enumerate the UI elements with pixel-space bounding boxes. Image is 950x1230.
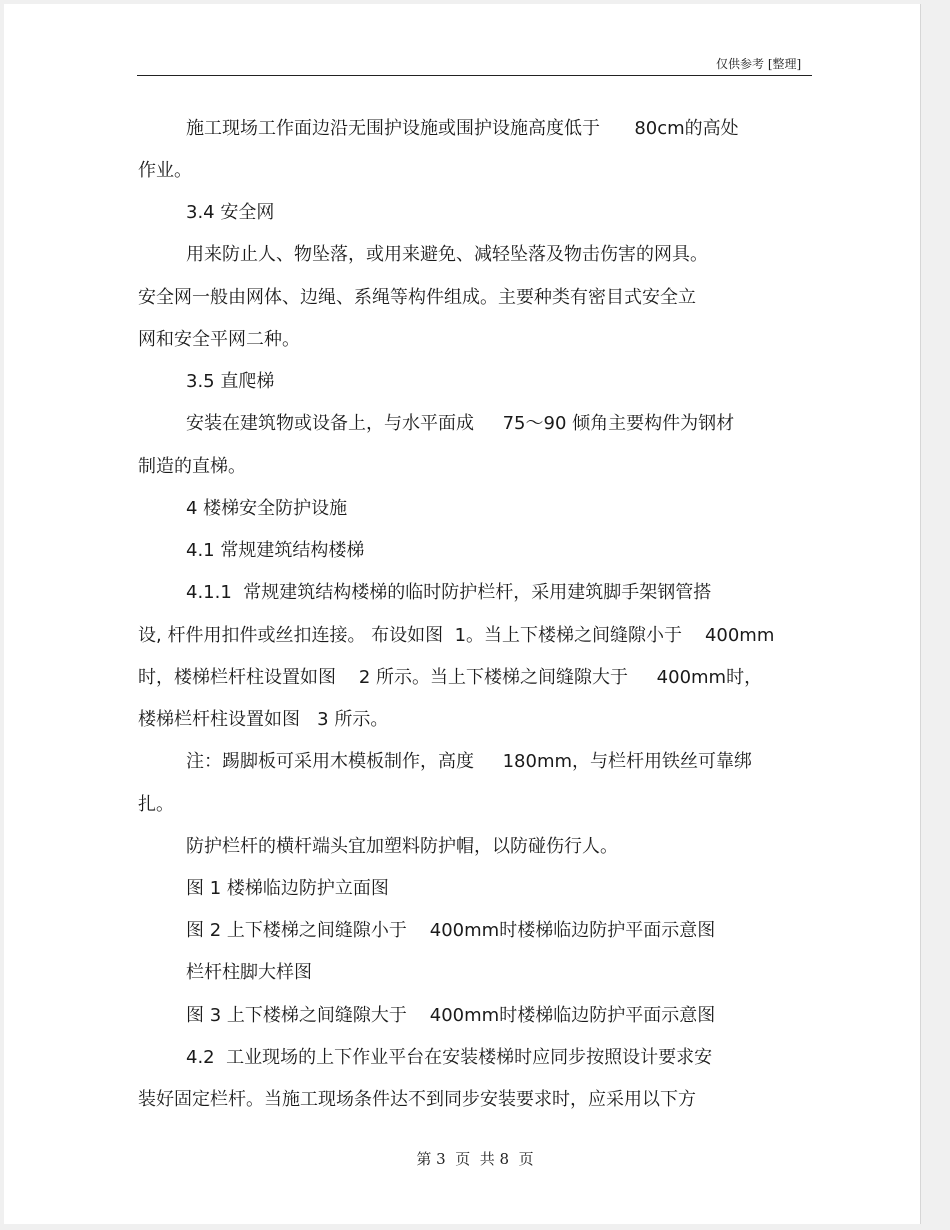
page-footer: 第 3 页 共 8 页 <box>416 1150 534 1168</box>
body-line: 4.1.1 常规建筑结构楼梯的临时防护栏杆，采用建筑脚手架钢管搭 <box>186 582 712 603</box>
body-line: 施工现场工作面边沿无围护设施或围护设施高度低于 80cm的高处 <box>186 118 739 139</box>
note-line: 注：踢脚板可采用木模板制作，高度 180mm，与栏杆用铁丝可靠绑 <box>186 751 753 772</box>
document-page <box>4 4 921 1224</box>
note-line: 扎。 <box>138 794 174 815</box>
body-line: 装好固定栏杆。当施工现场条件达不到同步安装要求时，应采用以下方 <box>138 1089 696 1110</box>
section-heading: 3.4 安全网 <box>186 202 275 223</box>
body-line: 作业。 <box>138 160 192 181</box>
body-line: 用来防止人、物坠落，或用来避免、减轻坠落及物击伤害的网具。 <box>186 244 708 265</box>
header-divider <box>137 75 812 76</box>
section-heading: 4 楼梯安全防护设施 <box>186 498 348 519</box>
figure-caption: 图 3 上下楼梯之间缝隙大于 400mm时楼梯临边防护平面示意图 <box>186 1005 716 1026</box>
body-line: 楼梯栏杆柱设置如图 3 所示。 <box>138 709 389 730</box>
body-line: 4.2 工业现场的上下作业平台在安装楼梯时应同步按照设计要求安 <box>186 1047 713 1068</box>
page-header: 仅供参考 [整理] <box>716 57 802 71</box>
figure-caption: 图 2 上下楼梯之间缝隙小于 400mm时楼梯临边防护平面示意图 <box>186 920 716 941</box>
body-line: 设, 杆件用扣件或丝扣连接。 布设如图 1。当上下楼梯之间缝隙小于 400mm <box>138 625 775 646</box>
body-line: 时，楼梯栏杆柱设置如图 2 所示。当上下楼梯之间缝隙大于 400mm时， <box>138 667 763 688</box>
body-line: 网和安全平网二种。 <box>138 329 300 350</box>
body-line: 安全网一般由网体、边绳、系绳等构件组成。主要种类有密目式安全立 <box>138 287 696 308</box>
body-line: 安装在建筑物或设备上，与水平面成 75～90 倾角主要构件为钢材 <box>186 413 735 434</box>
body-line: 防护栏杆的横杆端头宜加塑料防护帽，以防碰伤行人。 <box>186 836 618 857</box>
section-heading: 3.5 直爬梯 <box>186 371 275 392</box>
figure-caption: 图 1 楼梯临边防护立面图 <box>186 878 389 899</box>
section-heading: 4.1 常规建筑结构楼梯 <box>186 540 365 561</box>
body-line: 制造的直梯。 <box>138 456 246 477</box>
figure-caption: 栏杆柱脚大样图 <box>186 962 312 983</box>
